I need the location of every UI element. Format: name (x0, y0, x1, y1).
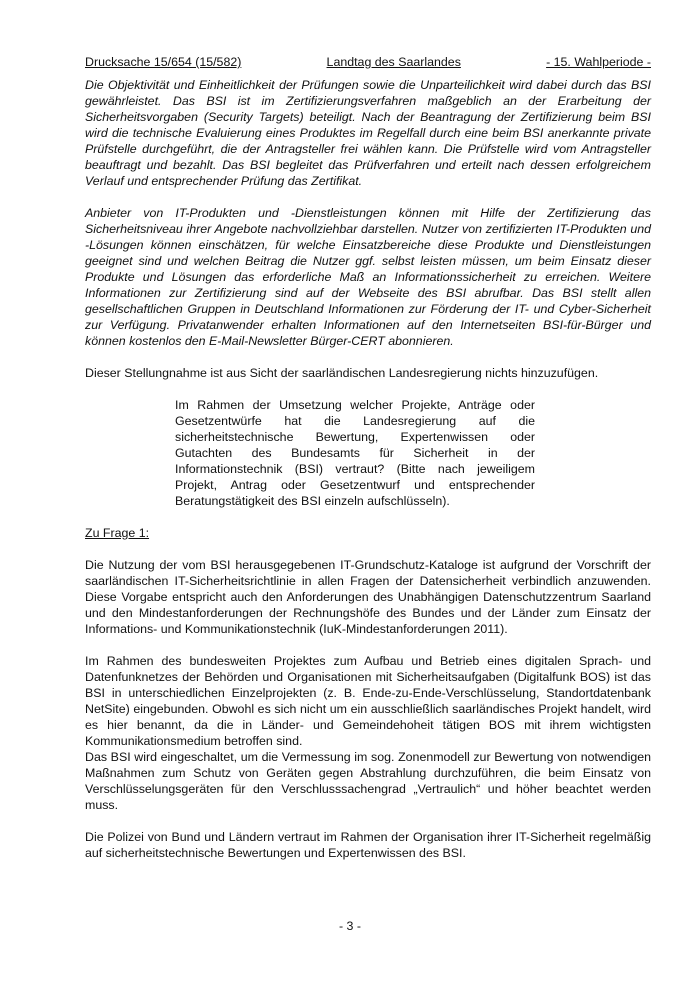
document-reference: Drucksache 15/654 (15/582) (85, 55, 242, 69)
answer-paragraph-zonenmodell: Das BSI wird eingeschaltet, um die Vermessung im sog. Zonenmodell zur Bewertung von notwendigen Maßnahmen zum Schutz von Geräten gegen Abstrahlung durchzuführen, die beim Einsatz von Verschlüsselungsgeräten für den Verschlusssachengrad „Vertraulich“ und höher beachtet werden muss. (85, 750, 651, 812)
institution-name: Landtag des Saarlandes (326, 55, 461, 69)
question-text: Im Rahmen der Umsetzung welcher Projekte, Anträge oder Gesetzentwürfe hat die Landesregierung auf die sicherheitstechnische Bewertung, Expertenwissen oder Gutachten des Bundesamts für Sicherheit in der Informationstechnik (BSI) vertraut? (Bitte nach jeweiligem Projekt, Antrag oder Gesetzentwurf und entsprechender Beratungstätigkeit des BSI einzeln aufschlüsseln). (175, 398, 535, 508)
paragraph-certification-objectivity: Die Objektivität und Einheitlichkeit der Prüfungen sowie die Unparteilichkeit wird dabei durch das BSI gewährleistet. Das BSI ist im Zertifizierungsverfahren maßgeblich an der Erarbeitung der Sicherheitsvorgaben (Security Targets) beteiligt. Nach der Beantragung der Zertifizierung beim BSI wird die technische Evaluierung eines Produktes im Regelfall durch eine beim BSI anerkannte private Prüfstelle durchgeführt, die der Antragsteller frei wählen kann. Die Prüfstelle wird vom Antragsteller beauftragt und bezahlt. Das BSI begleitet das Prüfverfahren und erteilt nach dessen erfolgreichem Verlauf und entsprechender Prüfung das Zertifikat. (85, 78, 651, 188)
answer-paragraph-polizei: Die Polizei von Bund und Ländern vertraut im Rahmen der Organisation ihrer IT-Sicherheit regelmäßig auf sicherheitstechnische Bewertungen und Expertenwissen des BSI. (85, 830, 651, 860)
paragraph-government-statement: Dieser Stellungnahme ist aus Sicht der saarländischen Landesregierung nichts hinzuzufügen. (85, 366, 599, 380)
page-header (85, 54, 651, 71)
paragraph-certification-benefits: Anbieter von IT-Produkten und -Dienstleistungen können mit Hilfe der Zertifizierung das Sicherheitsniveau ihrer Angebote nachvollziehbar darstellen. Nutzer von zertifizierten IT-Produkten und -Lösungen können einschätzen, für welche Einsatzbereiche diese Produkte und Dienstleistungen geeignet sind und welchen Beitrag die Nutzer ggf. selbst leisten müssen, um beim Einsatz dieser Produkte und Lösungen das erforderliche Maß an Informationssicherheit zu erreichen. Weitere Informationen zur Zertifizierung sind auf der Webseite des BSI abrufbar. Das BSI stellt allen gesellschaftlichen Gruppen in Deutschland Informationen zur Förderung der IT- und Cyber-Sicherheit zur Verfügung. Privatanwender erhalten Informationen auf den Internetseiten BSI-für-Bürger und können kostenlos den E-Mail-Newsletter Bürger-CERT abonnieren. (85, 206, 651, 348)
answer-heading: Zu Frage 1: (85, 526, 150, 540)
document-page (85, 54, 651, 861)
answer-paragraph-digitalfunk: Im Rahmen des bundesweiten Projektes zum Aufbau und Betrieb eines digitalen Sprach- und Datenfunknetzes der Behörden und Organisationen mit Sicherheitsaufgaben (Digitalfunk BOS) ist das BSI in unterschiedlichen Einzelprojekten (z. B. Ende-zu-Ende-Verschlüsselung, Standortdatenbank NetSite) eingebunden. Obwohl es sich nicht um ein ausschließlich saarländisches Projekt handelt, wird es hier benannt, da die in Länder- und Gemeindehoheit tätigen BOS mit ihrem wichtigsten Kommunikationsmedium betroffen sind. (85, 654, 651, 748)
legislative-period: - 15. Wahlperiode - (546, 55, 651, 69)
page-number: - 3 - (338, 919, 362, 933)
answer-paragraph-grundschutz: Die Nutzung der vom BSI herausgegebenen IT-Grundschutz-Kataloge ist aufgrund der Vorschrift der saarländischen IT-Sicherheitsrichtlinie in allen Fragen der Datensicherheit verbindlich anzuwenden. Diese Vorgabe entspricht auch den Anforderungen des Unabhängigen Datenschutzzentrum Saarland und den Mindestanforderungen der Rechnungshöfe des Bundes und der Länder zum Einsatz der Informations- und Kommunikationstechnik (IuK-Mindestanforderungen 2011). (85, 558, 651, 636)
